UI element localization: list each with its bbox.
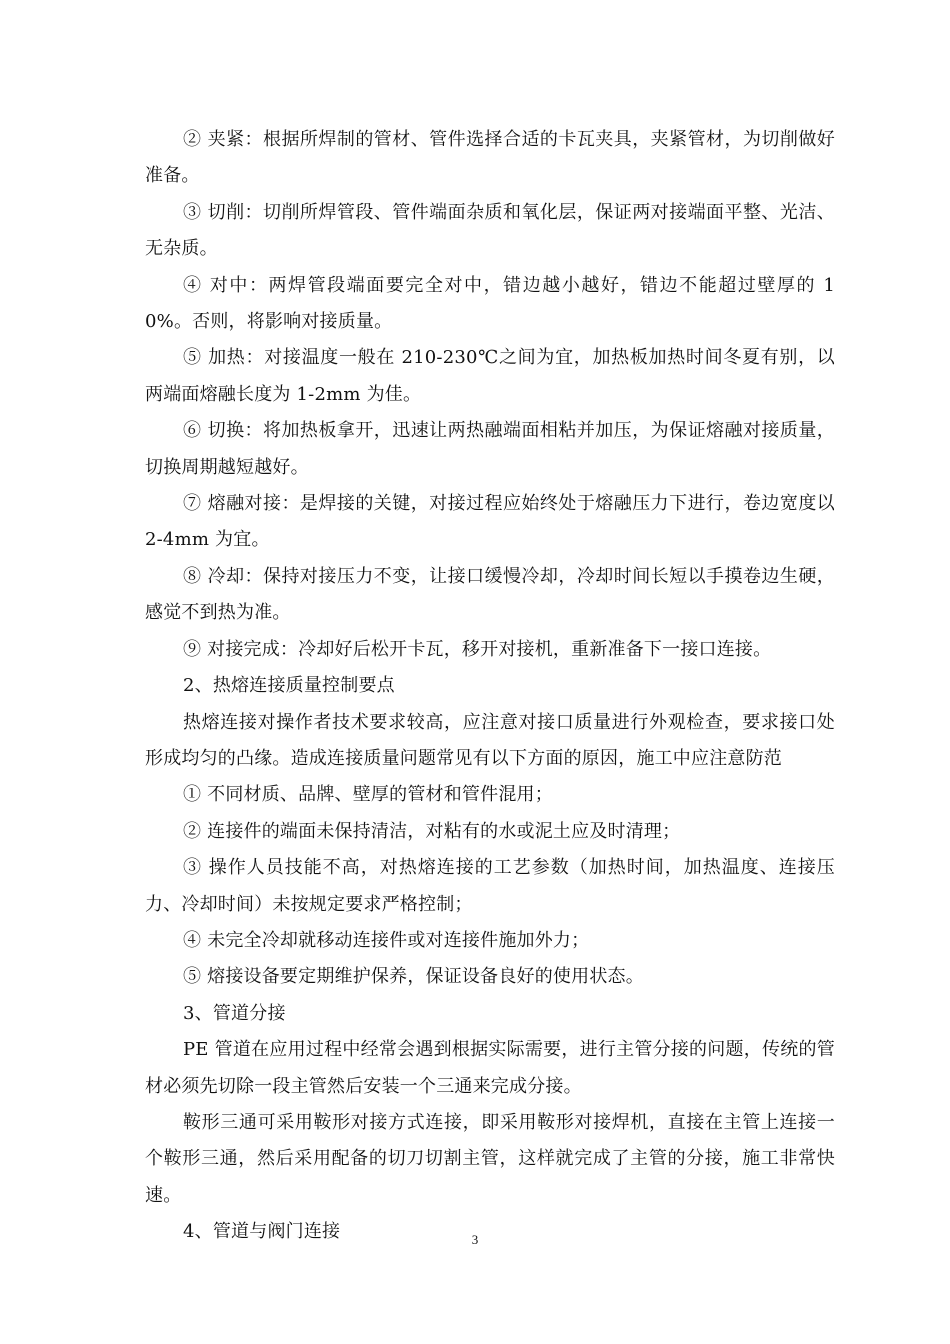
saddle-tee-text: 鞍形三通可采用鞍形对接方式连接，即采用鞍形对接焊机，直接在主管上连接一个鞍形三通，然后采用配备的切刀切割主管，这样就完成了主管的分接，施工非常快速。 bbox=[145, 1111, 835, 1206]
step-cutting: ③ 切削：切削所焊管段、管件端面杂质和氧化层，保证两对接端面平整、光洁、无杂质。 bbox=[145, 201, 835, 260]
section-heading-valve-connection: 4、管道与阀门连接 bbox=[183, 1221, 341, 1243]
cause-equipment-maintenance: ⑤ 熔接设备要定期维护保养，保证设备良好的使用状态。 bbox=[183, 966, 644, 988]
cause-premature-movement: ④ 未完全冷却就移动连接件或对连接件施加外力； bbox=[183, 929, 590, 951]
cause-low-skill: ③ 操作人员技能不高，对热熔连接的工艺参数（加热时间，加热温度、连接压力、冷却时间）未按规定要求严格控制； bbox=[145, 857, 835, 915]
page-number: 3 bbox=[471, 1232, 479, 1247]
step-cooling: ⑧ 冷却：保持对接压力不变，让接口缓慢冷却，冷却时间长短以手摸卷边生硬，感觉不到热为准。 bbox=[145, 565, 835, 624]
cause-unclean-ends: ② 连接件的端面未保持清洁，对粘有的水或泥土应及时清理； bbox=[183, 820, 681, 842]
step-switching: ⑥ 切换：将加热板拿开，迅速让两热融端面相粘并加压，为保证熔融对接质量，切换周期越短越好。 bbox=[145, 420, 835, 478]
step-completion: ⑨ 对接完成：冷却好后松开卡瓦，移开对接机，重新准备下一接口连接。 bbox=[183, 638, 772, 660]
document-body bbox=[145, 122, 835, 1251]
cause-mixed-materials: ① 不同材质、品牌、壁厚的管材和管件混用； bbox=[183, 784, 553, 806]
step-heating: ⑤ 加热：对接温度一般在 210-230℃之间为宜，加热板加热时间冬夏有别，以两端面熔融长度为 1-2mm 为佳。 bbox=[145, 347, 835, 405]
pipe-branching-text: PE 管道在应用过程中经常会遇到根据实际需要，进行主管分接的问题，传统的管材必须先切除一段主管然后安装一个三通来完成分接。 bbox=[145, 1039, 835, 1097]
step-alignment: ④ 对中：两焊管段端面要完全对中，错边越小越好，错边不能超过壁厚的 10%。否则，将影响对接质量。 bbox=[145, 274, 835, 333]
step-fusion-joining: ⑦ 熔融对接：是焊接的关键，对接过程应始终处于熔融压力下进行，卷边宽度以 2-4mm 为宜。 bbox=[145, 493, 835, 551]
quality-control-intro: 热熔连接对操作者技术要求较高，应注意对接口质量进行外观检查，要求接口处形成均匀的凸缘。造成连接质量问题常见有以下方面的原因，施工中应注意防范 bbox=[145, 711, 835, 769]
section-heading-quality-control: 2、热熔连接质量控制要点 bbox=[183, 675, 395, 697]
section-heading-pipe-branching: 3、管道分接 bbox=[183, 1002, 286, 1024]
step-clamping: ② 夹紧：根据所焊制的管材、管件选择合适的卡瓦夹具，夹紧管材，为切削做好准备。 bbox=[145, 129, 835, 187]
